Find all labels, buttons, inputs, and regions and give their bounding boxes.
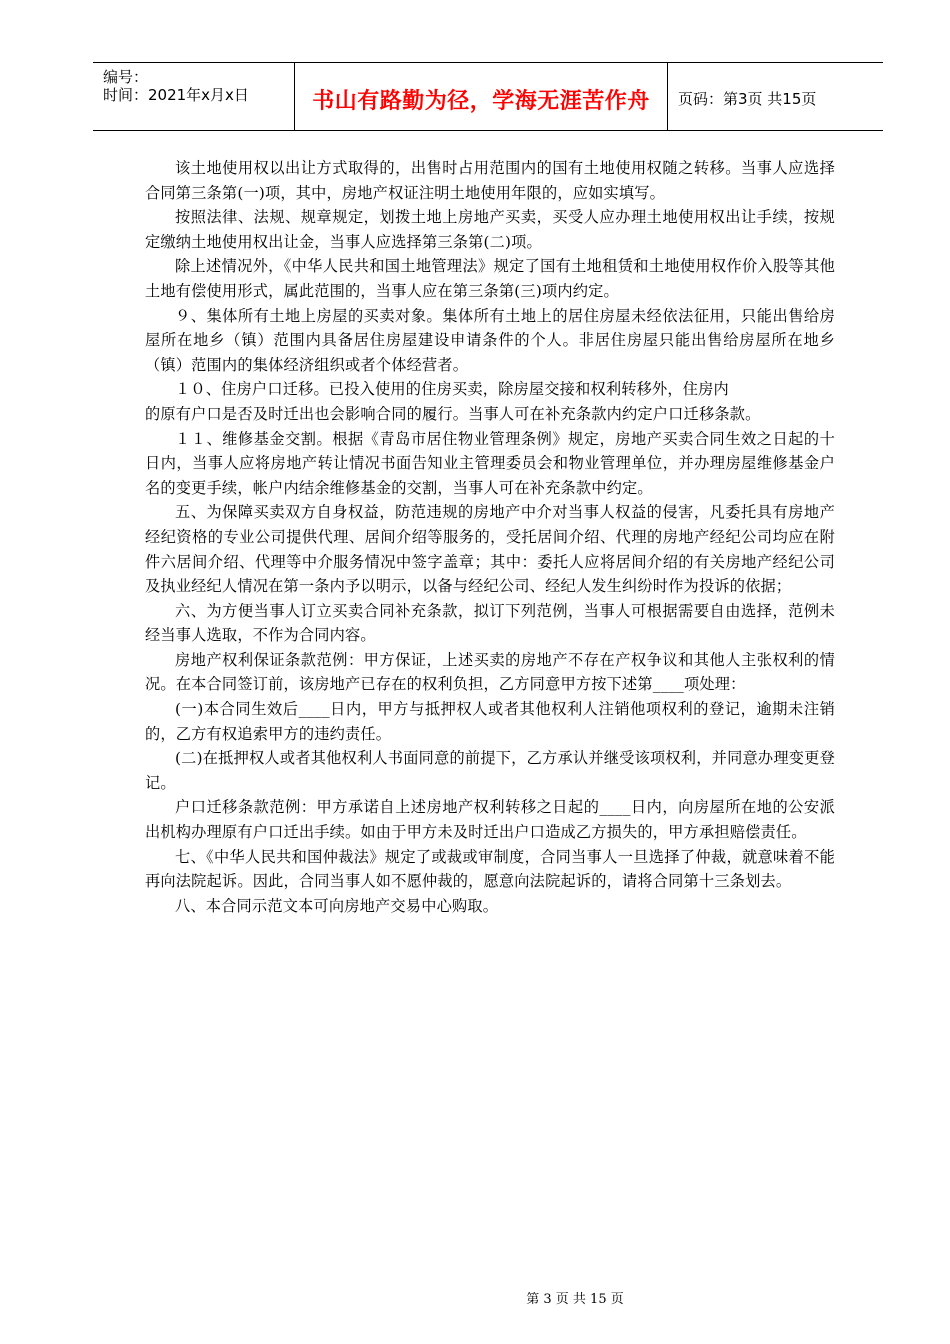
- document-number-label: 编号：: [103, 68, 149, 86]
- paragraph: 该土地使用权以出让方式取得的，出售时占用范围内的国有土地使用权随之转移。当事人应选择合同第三条第(一)项，其中，房地产权证注明土地使用年限的，应如实填写。: [145, 159, 835, 202]
- paragraph: 房地产权利保证条款范例：甲方保证，上述买卖的房地产不存在产权争议和其他人主张权利的情况。在本合同签订前，该房地产已存在的权利负担，乙方同意甲方按下述第____项处理：: [145, 650, 835, 694]
- paragraph: 的原有户口是否及时迁出也会影响合同的履行。当事人可在补充条款内约定户口迁移条款。: [145, 404, 761, 423]
- header-page-number: 页码：第3页 共15页: [678, 90, 817, 108]
- paragraph: 除上述情况外，《中华人民共和国土地管理法》规定了国有土地租赁和土地使用权作价入股等其他土地有偿使用形式，属此范围的，当事人应在第三条第(三)项内约定。: [145, 257, 835, 300]
- paragraph: 按照法律、法规、规章规定，划拨土地上房地产买卖，买受人应办理土地使用权出让手续，按规定缴纳土地使用权出让金，当事人应选择第三条第(二)项。: [145, 208, 835, 251]
- paragraph: 户口迁移条款范例：甲方承诺自上述房地产权利转移之日起的____日内，向房屋所在地的公安派出机构办理原有户口迁出手续。如由于甲方未及时迁出户口造成乙方损失的，甲方承担赔偿责任。: [145, 798, 835, 842]
- page-header: [93, 62, 883, 131]
- document-body: [145, 156, 835, 918]
- document-time-label: 时间：2021年x月x日: [103, 86, 249, 104]
- paragraph: (一)本合同生效后____日内，甲方与抵押权人或者其他权利人注销他项权利的登记，逾期未注销的，乙方有权追索甲方的违约责任。: [145, 700, 835, 743]
- header-motto-cell: [295, 63, 668, 130]
- paragraph: ９、集体所有土地上房屋的买卖对象。集体所有土地上的居住房屋未经依法征用，只能出售给房屋所在地乡（镇）范围内具备居住房屋建设申请条件的个人。非居住房屋只能出售给房屋所在地乡（镇）范围内的集体经济组织或者个体经营者。: [145, 306, 835, 374]
- page-footer: [0, 1288, 950, 1307]
- footer-page-number: 第 3 页 共 15 页: [526, 1292, 624, 1307]
- paragraph: 八、本合同示范文本可向房地产交易中心购取。: [175, 896, 499, 915]
- paragraph: 七、《中华人民共和国仲裁法》规定了或裁或审制度，合同当事人一旦选择了仲裁，就意味着不能再向法院起诉。因此，合同当事人如不愿仲裁的，愿意向法院起诉的，请将合同第十三条划去。: [145, 847, 835, 891]
- paragraph: 五、为保障买卖双方自身权益，防范违规的房地产中介对当事人权益的侵害，凡委托具有房地产经纪资格的专业公司提供代理、居间介绍等服务的，受托居间介绍、代理的房地产经纪公司均应在附件六居间介绍、代理等中介服务情况中签字盖章；其中：委托人应将居间介绍的有关房地产经纪公司及执业经纪人情况在第一条内予以明示，以备与经纪公司、经纪人发生纠纷时作为投诉的依据；: [145, 503, 835, 596]
- paragraph: １０、住房户口迁移。已投入使用的住房买卖，除房屋交接和权利转移外，住房内: [175, 380, 729, 399]
- header-motto: 书山有路勤为径，学海无涯苦作舟: [312, 89, 650, 114]
- paragraph: １１、维修基金交割。根据《青岛市居住物业管理条例》规定，房地产买卖合同生效之日起的十日内，当事人应将房地产转让情况书面告知业主管理委员会和物业管理单位，并办理房屋维修基金户名的变更手续，帐户内结余维修基金的交割，当事人可在补充条款中约定。: [145, 429, 835, 497]
- header-meta-cell: [93, 63, 295, 130]
- paragraph: (二)在抵押权人或者其他权利人书面同意的前提下，乙方承认并继受该项权利，并同意办理变更登记。: [145, 749, 835, 792]
- paragraph: 六、为方便当事人订立买卖合同补充条款，拟订下列范例，当事人可根据需要自由选择，范例未经当事人选取，不作为合同内容。: [145, 601, 835, 645]
- header-page-cell: [668, 63, 883, 130]
